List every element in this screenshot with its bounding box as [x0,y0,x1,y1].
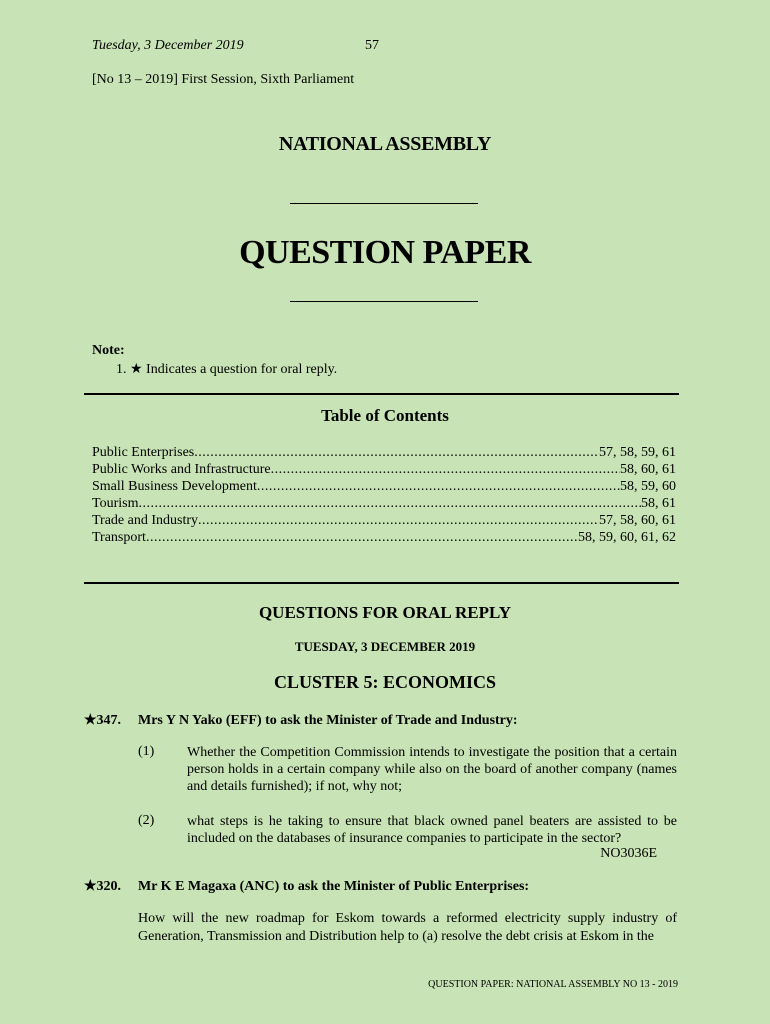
sub-question-number: (1) [138,744,155,759]
toc-entry-label: Public Enterprises [92,445,195,460]
page-footer: QUESTION PAPER: NATIONAL ASSEMBLY NO 13 - 2019 [428,979,678,990]
toc-entry-pages: 57, 58, 60, 61 [599,513,676,528]
toc-entry-pages: 58, 61 [641,496,676,511]
note-item: 1. ★ Indicates a question for oral reply. [116,362,338,377]
cluster-heading: CLUSTER 5: ECONOMICS [273,672,497,692]
section-rule [84,582,679,584]
toc-entry-pages: 58, 59, 60 [620,479,676,494]
oral-reply-date: TUESDAY, 3 DECEMBER 2019 [294,639,476,654]
question-reference: NO3036E [600,846,657,861]
question-number: ★320. [84,879,122,894]
question-text: How will the new roadmap for Eskom towards a reformed electricity supply industry of Generation, Transmission and Distribution help to (a) resolve the debt crisis at Eskom in the [138,911,677,944]
question-asker: Mr K E Magaxa (ANC) to ask the Minister of Public Enterprises: [138,879,530,894]
question-heading [84,712,518,729]
divider [290,301,478,302]
toc-entry-label: Transport [92,530,146,545]
toc-entry-label: Small Business Development [92,479,257,494]
note-label: Note: [92,343,125,358]
toc-entry[interactable] [92,512,676,529]
assembly-title: NATIONAL ASSEMBLY [278,133,492,155]
toc-entry-pages: 58, 60, 61 [620,462,676,477]
table-of-contents [92,444,676,546]
toc-entry-pages: 57, 58, 59, 61 [599,445,676,460]
toc-entry[interactable] [92,495,676,512]
oral-reply-title: QUESTIONS FOR ORAL REPLY [258,603,512,622]
paper-title: QUESTION PAPER [239,234,531,271]
question-number: ★347. [84,713,122,728]
session-line: [No 13 – 2019] First Session, Sixth Parliament [92,72,355,87]
section-rule [84,393,679,395]
question-heading [84,878,529,895]
toc-entry[interactable] [92,478,676,495]
header-date: Tuesday, 3 December 2019 [92,38,244,53]
toc-entry-label: Public Works and Infrastructure [92,462,271,477]
toc-title: Table of Contents [321,406,449,425]
toc-entry-pages: 58, 59, 60, 61, 62 [578,530,676,545]
sub-question-text: what steps is he taking to ensure that black owned panel beaters are assisted to be included on the databases of insurance companies to participate in the sector? [187,814,677,846]
sub-question-text: Whether the Competition Commission intends to investigate the position that a certain person holds in a certain company while also on the board of another company (names and details furnished); if not, why not; [187,745,677,794]
toc-entry[interactable] [92,444,676,461]
page-number: 57 [365,38,379,53]
divider [290,203,478,204]
question-asker: Mrs Y N Yako (EFF) to ask the Minister of Trade and Industry: [138,713,518,728]
toc-entry-label: Tourism [92,496,139,511]
toc-entry-label: Trade and Industry [92,513,199,528]
toc-entry[interactable] [92,529,676,546]
sub-question-number: (2) [138,813,155,828]
toc-entry[interactable] [92,461,676,478]
